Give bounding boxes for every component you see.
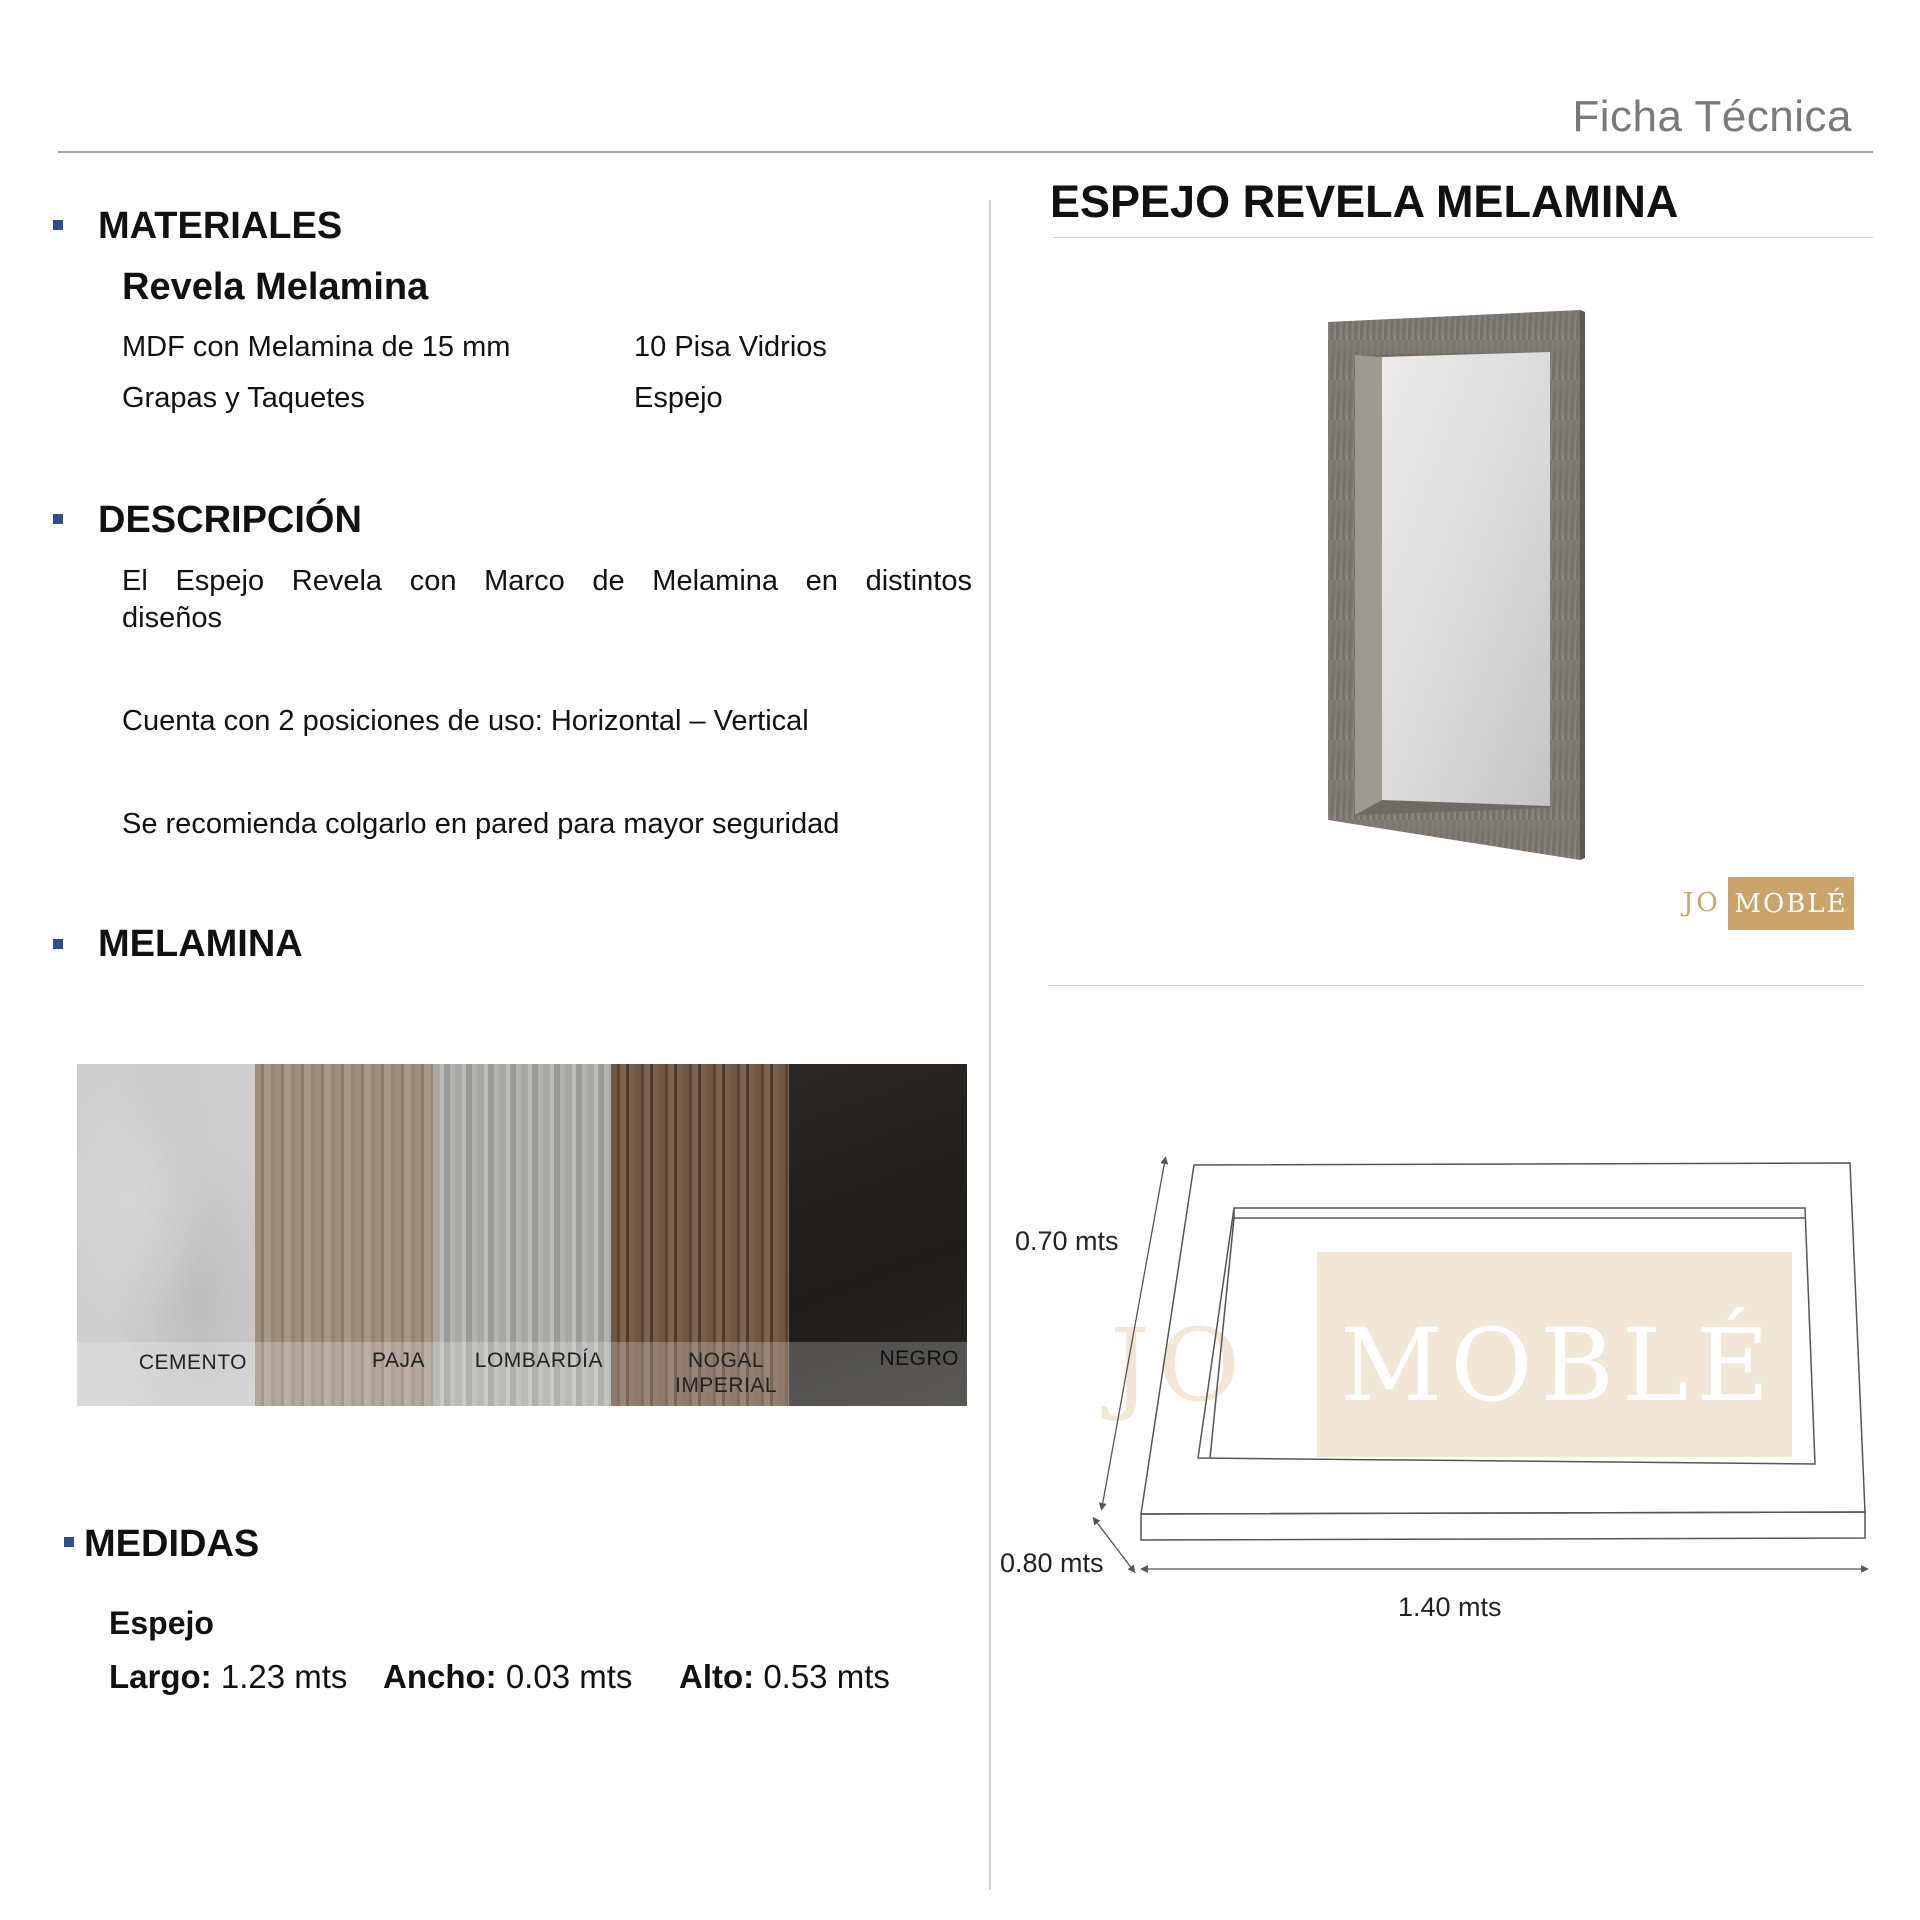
dimension-width: 1.40 mts	[1398, 1592, 1502, 1622]
material-item: 10 Pisa Vidrios	[634, 331, 827, 363]
swatch-cemento	[77, 1064, 255, 1406]
product-title: ESPEJO REVELA MELAMINA	[1050, 176, 1679, 227]
swatch-label: LOMBARDÍA	[474, 1349, 603, 1372]
measure-alto	[679, 1656, 890, 1697]
materiales-subtitle: Revela Melamina	[122, 266, 429, 308]
header-divider	[58, 151, 1873, 153]
brand-logo-moble: MOBLÉ	[1728, 877, 1854, 930]
column-divider	[989, 200, 991, 1890]
medidas-subtitle: Espejo	[109, 1605, 214, 1641]
swatch-paja	[255, 1064, 433, 1406]
brand-logo-jo: JO	[1683, 888, 1721, 918]
swatch-lombardia	[433, 1064, 611, 1406]
dimension-diagram	[1040, 1140, 1880, 1610]
descripcion-line: Se recomienda colgarlo en pared para mayor seguridad	[122, 808, 840, 840]
descripcion-line: El Espejo Revela con Marco de Melamina en distintos	[122, 565, 972, 597]
bullet-icon	[53, 514, 63, 524]
ancho-value: 0.03 mts	[505, 1658, 633, 1695]
measure-ancho	[383, 1656, 632, 1697]
bullet-icon	[53, 939, 63, 949]
bullet-icon	[53, 220, 63, 230]
swatch-nogal-imperial	[611, 1064, 789, 1406]
measure-largo	[109, 1656, 347, 1697]
ancho-label: Ancho:	[383, 1658, 497, 1695]
largo-label: Largo:	[109, 1658, 212, 1695]
materiales-heading: MATERIALES	[98, 205, 343, 247]
alto-value: 0.53 mts	[763, 1658, 890, 1695]
material-item: Grapas y Taquetes	[122, 382, 365, 414]
largo-value: 1.23 mts	[220, 1658, 348, 1695]
swatch-label: PAJA	[372, 1349, 425, 1372]
swatch-label: NOGAL IMPERIAL	[674, 1349, 778, 1398]
material-item: Espejo	[634, 382, 723, 414]
swatch-label: NEGRO	[879, 1347, 959, 1370]
descripcion-line: diseños	[122, 602, 222, 634]
swatch-negro	[789, 1064, 967, 1406]
watermark-text: MOBLÉ	[1340, 1307, 1778, 1424]
material-item: MDF con Melamina de 15 mm	[122, 331, 511, 363]
melamina-heading: MELAMINA	[98, 923, 303, 965]
page-header-title: Ficha Técnica	[1572, 92, 1852, 141]
mirror-image	[1300, 300, 1600, 870]
descripcion-heading: DESCRIPCIÓN	[98, 499, 362, 541]
alto-label: Alto:	[679, 1658, 755, 1695]
descripcion-line: Cuenta con 2 posiciones de uso: Horizontal – Vertical	[122, 705, 809, 737]
section-divider	[1048, 985, 1864, 986]
dimension-height: 0.70 mts	[1015, 1226, 1119, 1256]
medidas-heading: MEDIDAS	[84, 1523, 260, 1565]
watermark-text: JO	[1110, 1307, 1249, 1424]
title-divider	[1053, 237, 1873, 238]
melamina-swatches	[77, 1064, 967, 1406]
dimension-depth: 0.80 mts	[1000, 1548, 1104, 1578]
swatch-label: CEMENTO	[138, 1351, 247, 1374]
bullet-icon	[64, 1537, 74, 1547]
